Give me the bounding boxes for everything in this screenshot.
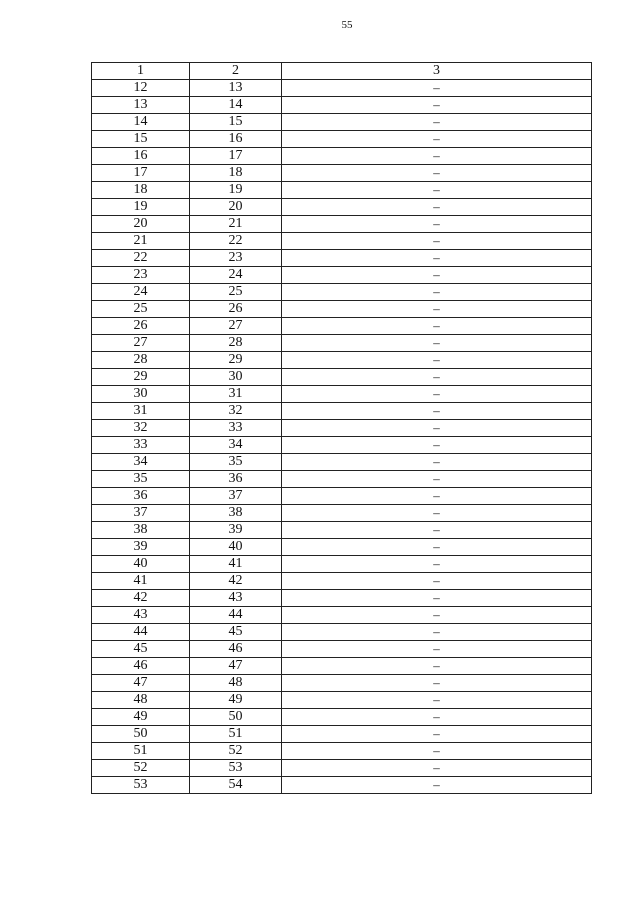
table-header-row <box>92 63 592 80</box>
table-cell-col-1: 20 <box>92 216 190 233</box>
table-cell-col-1: 42 <box>92 590 190 607</box>
table-cell-col-3: – <box>282 369 592 386</box>
table-cell-col-3: – <box>282 743 592 760</box>
table-row <box>92 641 592 658</box>
table-cell-col-2: 39 <box>190 522 282 539</box>
table-cell-col-2: 46 <box>190 641 282 658</box>
table-cell-col-1: 34 <box>92 454 190 471</box>
table-cell-col-3: – <box>282 386 592 403</box>
table-row <box>92 454 592 471</box>
table-cell-col-3: – <box>282 726 592 743</box>
table-cell-col-2: 28 <box>190 335 282 352</box>
table-cell-col-1: 48 <box>92 692 190 709</box>
table-row <box>92 267 592 284</box>
table-cell-col-3: – <box>282 131 592 148</box>
table-row <box>92 114 592 131</box>
table-row <box>92 437 592 454</box>
table-cell-col-2: 47 <box>190 658 282 675</box>
table-row <box>92 148 592 165</box>
table-cell-col-2: 31 <box>190 386 282 403</box>
table-cell-col-2: 27 <box>190 318 282 335</box>
table-cell-col-2: 14 <box>190 97 282 114</box>
table-row <box>92 522 592 539</box>
table-row <box>92 318 592 335</box>
table-cell-col-2: 34 <box>190 437 282 454</box>
table-cell-col-3: – <box>282 318 592 335</box>
table-cell-col-1: 26 <box>92 318 190 335</box>
table-cell-col-3: – <box>282 556 592 573</box>
table-row <box>92 488 592 505</box>
table-cell-col-2: 20 <box>190 199 282 216</box>
table-cell-col-3: – <box>282 182 592 199</box>
table-cell-col-1: 40 <box>92 556 190 573</box>
table-row <box>92 131 592 148</box>
table-row <box>92 556 592 573</box>
table-cell-col-3: – <box>282 420 592 437</box>
table-cell-col-1: 38 <box>92 522 190 539</box>
table-cell-col-3: – <box>282 471 592 488</box>
table-row <box>92 250 592 267</box>
table-cell-col-2: 22 <box>190 233 282 250</box>
table-row <box>92 301 592 318</box>
table-cell-col-2: 36 <box>190 471 282 488</box>
table-cell-col-3: – <box>282 199 592 216</box>
table-cell-col-2: 41 <box>190 556 282 573</box>
table-cell-col-3: – <box>282 437 592 454</box>
table-cell-col-1: 30 <box>92 386 190 403</box>
table-cell-col-3: – <box>282 284 592 301</box>
table-cell-col-3: – <box>282 624 592 641</box>
table-cell-col-2: 21 <box>190 216 282 233</box>
table-cell-col-2: 44 <box>190 607 282 624</box>
table-cell-col-2: 30 <box>190 369 282 386</box>
table-cell-col-1: 13 <box>92 97 190 114</box>
table-cell-col-2: 38 <box>190 505 282 522</box>
table-cell-col-1: 24 <box>92 284 190 301</box>
table-row <box>92 165 592 182</box>
table-cell-col-3: – <box>282 505 592 522</box>
table-cell-col-3: – <box>282 573 592 590</box>
table-row <box>92 80 592 97</box>
table-cell-col-3: – <box>282 114 592 131</box>
table-cell-col-3: – <box>282 233 592 250</box>
table-cell-col-2: 13 <box>190 80 282 97</box>
table-cell-col-3: – <box>282 539 592 556</box>
table-row <box>92 471 592 488</box>
table-cell-col-2: 48 <box>190 675 282 692</box>
table-cell-col-2: 45 <box>190 624 282 641</box>
table-cell-col-1: 27 <box>92 335 190 352</box>
table-cell-col-1: 25 <box>92 301 190 318</box>
table-cell-col-3: – <box>282 522 592 539</box>
table-cell-col-3: – <box>282 658 592 675</box>
table-cell-col-2: 17 <box>190 148 282 165</box>
table-cell-col-3: – <box>282 675 592 692</box>
table-cell-col-1: 12 <box>92 80 190 97</box>
table-cell-col-1: 44 <box>92 624 190 641</box>
table-cell-col-2: 24 <box>190 267 282 284</box>
table-cell-col-2: 50 <box>190 709 282 726</box>
table-row <box>92 420 592 437</box>
table-row <box>92 284 592 301</box>
table-body <box>92 80 592 794</box>
table-cell-col-1: 52 <box>92 760 190 777</box>
table-row <box>92 182 592 199</box>
column-header-1: 1 <box>92 63 190 80</box>
table-cell-col-2: 51 <box>190 726 282 743</box>
table-row <box>92 607 592 624</box>
table-row <box>92 573 592 590</box>
table-cell-col-1: 36 <box>92 488 190 505</box>
table-cell-col-2: 54 <box>190 777 282 794</box>
table-row <box>92 726 592 743</box>
table-cell-col-3: – <box>282 148 592 165</box>
table-cell-col-2: 19 <box>190 182 282 199</box>
table-row <box>92 386 592 403</box>
table-cell-col-3: – <box>282 250 592 267</box>
table-cell-col-2: 53 <box>190 760 282 777</box>
table-row <box>92 777 592 794</box>
table-cell-col-1: 47 <box>92 675 190 692</box>
table-cell-col-1: 21 <box>92 233 190 250</box>
table-cell-col-1: 19 <box>92 199 190 216</box>
table-cell-col-1: 28 <box>92 352 190 369</box>
column-header-2: 2 <box>190 63 282 80</box>
table-row <box>92 505 592 522</box>
table-cell-col-2: 26 <box>190 301 282 318</box>
table-cell-col-3: – <box>282 590 592 607</box>
table-cell-col-2: 16 <box>190 131 282 148</box>
table-cell-col-2: 15 <box>190 114 282 131</box>
table-cell-col-3: – <box>282 692 592 709</box>
table-cell-col-2: 29 <box>190 352 282 369</box>
table-cell-col-2: 23 <box>190 250 282 267</box>
table-cell-col-1: 46 <box>92 658 190 675</box>
table-cell-col-3: – <box>282 403 592 420</box>
table-cell-col-1: 15 <box>92 131 190 148</box>
table-cell-col-3: – <box>282 80 592 97</box>
table-row <box>92 760 592 777</box>
table-row <box>92 539 592 556</box>
table-cell-col-2: 37 <box>190 488 282 505</box>
data-table <box>91 62 592 794</box>
table-cell-col-3: – <box>282 352 592 369</box>
table-cell-col-3: – <box>282 607 592 624</box>
table-row <box>92 335 592 352</box>
table-row <box>92 743 592 760</box>
table-row <box>92 97 592 114</box>
table-cell-col-3: – <box>282 267 592 284</box>
table-row <box>92 216 592 233</box>
table-cell-col-1: 53 <box>92 777 190 794</box>
table-row <box>92 692 592 709</box>
table-cell-col-2: 25 <box>190 284 282 301</box>
table-row <box>92 403 592 420</box>
table-cell-col-3: – <box>282 709 592 726</box>
table-cell-col-1: 17 <box>92 165 190 182</box>
table-cell-col-3: – <box>282 454 592 471</box>
table-row <box>92 675 592 692</box>
table-cell-col-3: – <box>282 301 592 318</box>
table-cell-col-1: 23 <box>92 267 190 284</box>
table-cell-col-1: 41 <box>92 573 190 590</box>
table-cell-col-3: – <box>282 216 592 233</box>
table-cell-col-3: – <box>282 777 592 794</box>
table-cell-col-3: – <box>282 488 592 505</box>
table-cell-col-1: 35 <box>92 471 190 488</box>
table-row <box>92 590 592 607</box>
table-cell-col-2: 49 <box>190 692 282 709</box>
table-cell-col-2: 42 <box>190 573 282 590</box>
table-cell-col-2: 40 <box>190 539 282 556</box>
table-cell-col-1: 32 <box>92 420 190 437</box>
table-cell-col-1: 37 <box>92 505 190 522</box>
table-cell-col-2: 43 <box>190 590 282 607</box>
table-cell-col-1: 14 <box>92 114 190 131</box>
page-number: 55 <box>341 19 353 31</box>
table-cell-col-1: 43 <box>92 607 190 624</box>
table-cell-col-1: 31 <box>92 403 190 420</box>
table-cell-col-2: 52 <box>190 743 282 760</box>
table-cell-col-2: 33 <box>190 420 282 437</box>
table-row <box>92 369 592 386</box>
table-row <box>92 233 592 250</box>
table-cell-col-3: – <box>282 641 592 658</box>
table-row <box>92 199 592 216</box>
table-row <box>92 658 592 675</box>
table-cell-col-1: 39 <box>92 539 190 556</box>
table-cell-col-3: – <box>282 165 592 182</box>
table-cell-col-1: 45 <box>92 641 190 658</box>
table-cell-col-1: 29 <box>92 369 190 386</box>
table-cell-col-1: 22 <box>92 250 190 267</box>
table-cell-col-1: 49 <box>92 709 190 726</box>
table-cell-col-2: 18 <box>190 165 282 182</box>
column-header-3: 3 <box>282 63 592 80</box>
table-row <box>92 624 592 641</box>
table-cell-col-3: – <box>282 97 592 114</box>
table-cell-col-1: 16 <box>92 148 190 165</box>
table-row <box>92 709 592 726</box>
table-cell-col-1: 33 <box>92 437 190 454</box>
table-cell-col-1: 51 <box>92 743 190 760</box>
table-row <box>92 352 592 369</box>
table-cell-col-1: 18 <box>92 182 190 199</box>
table-cell-col-3: – <box>282 760 592 777</box>
table-cell-col-3: – <box>282 335 592 352</box>
table-cell-col-2: 32 <box>190 403 282 420</box>
table-cell-col-2: 35 <box>190 454 282 471</box>
table-cell-col-1: 50 <box>92 726 190 743</box>
